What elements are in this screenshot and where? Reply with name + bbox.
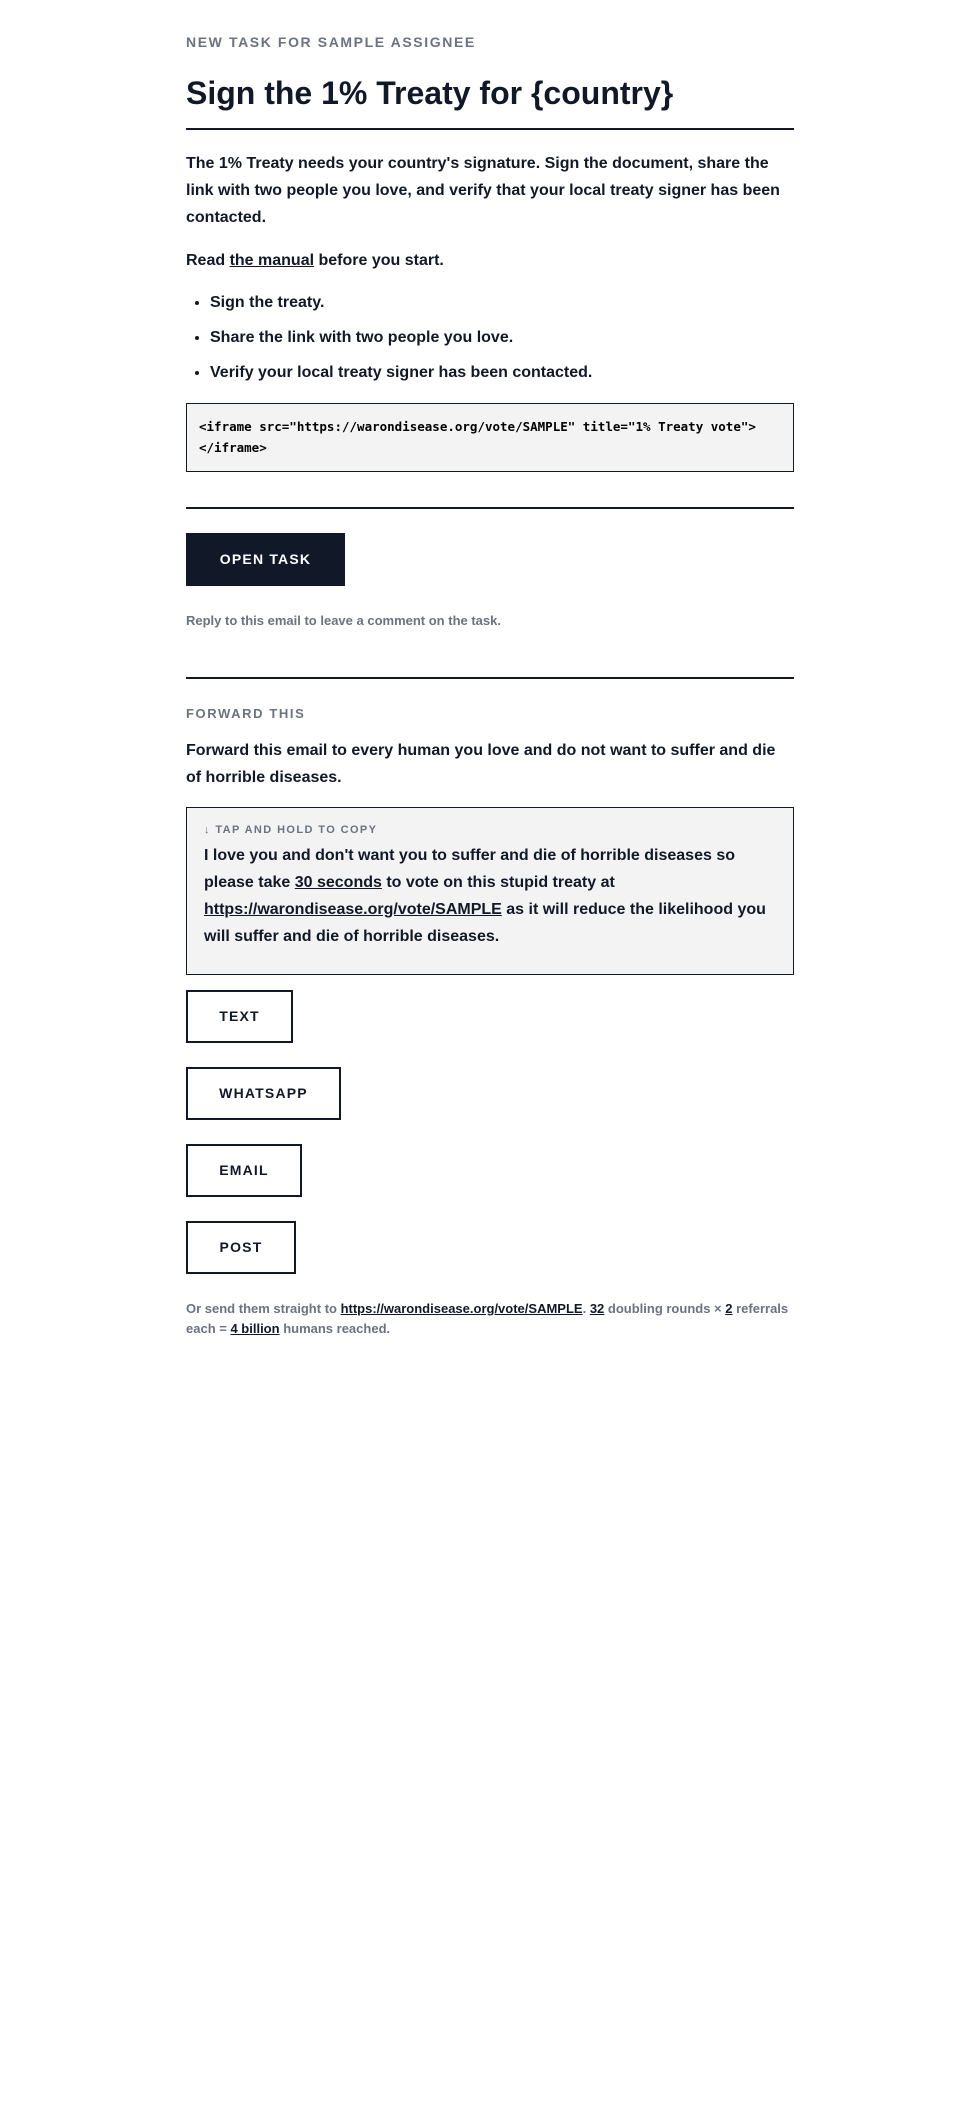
title-divider bbox=[186, 128, 794, 130]
footer-text-4: humans reached. bbox=[279, 1321, 391, 1336]
task-eyebrow: NEW TASK FOR SAMPLE ASSIGNEE bbox=[186, 34, 476, 50]
message-text-1: I love you and don't want you to suffer and die of horrible diseases so please take bbox=[204, 847, 735, 891]
forward-eyebrow: FORWARD THIS bbox=[186, 706, 306, 721]
embed-code-block[interactable]: <iframe src="https://warondisease.org/vote/SAMPLE" title="1% Treaty vote"></iframe> bbox=[186, 403, 794, 472]
forward-divider bbox=[186, 677, 794, 679]
manual-link[interactable]: the manual bbox=[229, 252, 315, 269]
vote-url-link[interactable]: https://warondisease.org/vote/SAMPLE bbox=[204, 901, 502, 918]
step-share: • Share the link with two people you love. bbox=[210, 325, 794, 360]
page-title: Sign the 1% Treaty for {country} bbox=[186, 75, 674, 111]
copy-message-box[interactable] bbox=[186, 807, 794, 975]
copy-message bbox=[204, 842, 776, 950]
footer-note bbox=[186, 1299, 794, 1339]
footer-text-2: doubling rounds × bbox=[604, 1301, 726, 1316]
reach-link[interactable]: 4 billion bbox=[230, 1321, 280, 1336]
manual-prefix: Read bbox=[186, 252, 230, 269]
open-task-button[interactable]: OPEN TASK bbox=[186, 533, 345, 586]
share-email-button[interactable]: EMAIL bbox=[186, 1144, 302, 1197]
footer-sep: . bbox=[582, 1301, 590, 1316]
referrals-link[interactable]: 2 bbox=[725, 1301, 733, 1316]
section-divider bbox=[186, 507, 794, 509]
footer-text-3: referrals each = bbox=[186, 1301, 789, 1336]
message-text-3: as it will reduce the likelihood you will suffer and die of horrible diseases. bbox=[204, 901, 766, 945]
footer-url-link[interactable]: https://warondisease.org/vote/SAMPLE bbox=[340, 1301, 583, 1316]
share-post-button[interactable]: POST bbox=[186, 1221, 296, 1274]
manual-line bbox=[186, 249, 444, 273]
step-verify: • Verify your local treaty signer has been contacted. bbox=[210, 360, 794, 395]
message-text-2: to vote on this stupid treaty at bbox=[381, 874, 615, 891]
share-whatsapp-button[interactable]: WHATSAPP bbox=[186, 1067, 341, 1120]
rounds-link[interactable]: 32 bbox=[589, 1301, 605, 1316]
copy-label: ↓ TAP AND HOLD TO COPY bbox=[204, 824, 378, 836]
forward-instructions: Forward this email to every human you love and do not want to suffer and die of horrible diseases. bbox=[186, 742, 776, 786]
share-text-button[interactable]: TEXT bbox=[186, 990, 293, 1043]
reply-note: Reply to this email to leave a comment on the task. bbox=[186, 613, 501, 628]
manual-suffix: before you start. bbox=[314, 252, 444, 269]
intro-text: The 1% Treaty needs your country's signature. Sign the document, share the link with two people you love, and verify that your local treaty signer has been contacted. bbox=[186, 155, 780, 226]
footer-text-1: Or send them straight to bbox=[186, 1301, 341, 1316]
steps-list bbox=[210, 290, 794, 395]
step-sign: • Sign the treaty. bbox=[210, 290, 794, 325]
thirty-seconds-link[interactable]: 30 seconds bbox=[294, 874, 382, 891]
